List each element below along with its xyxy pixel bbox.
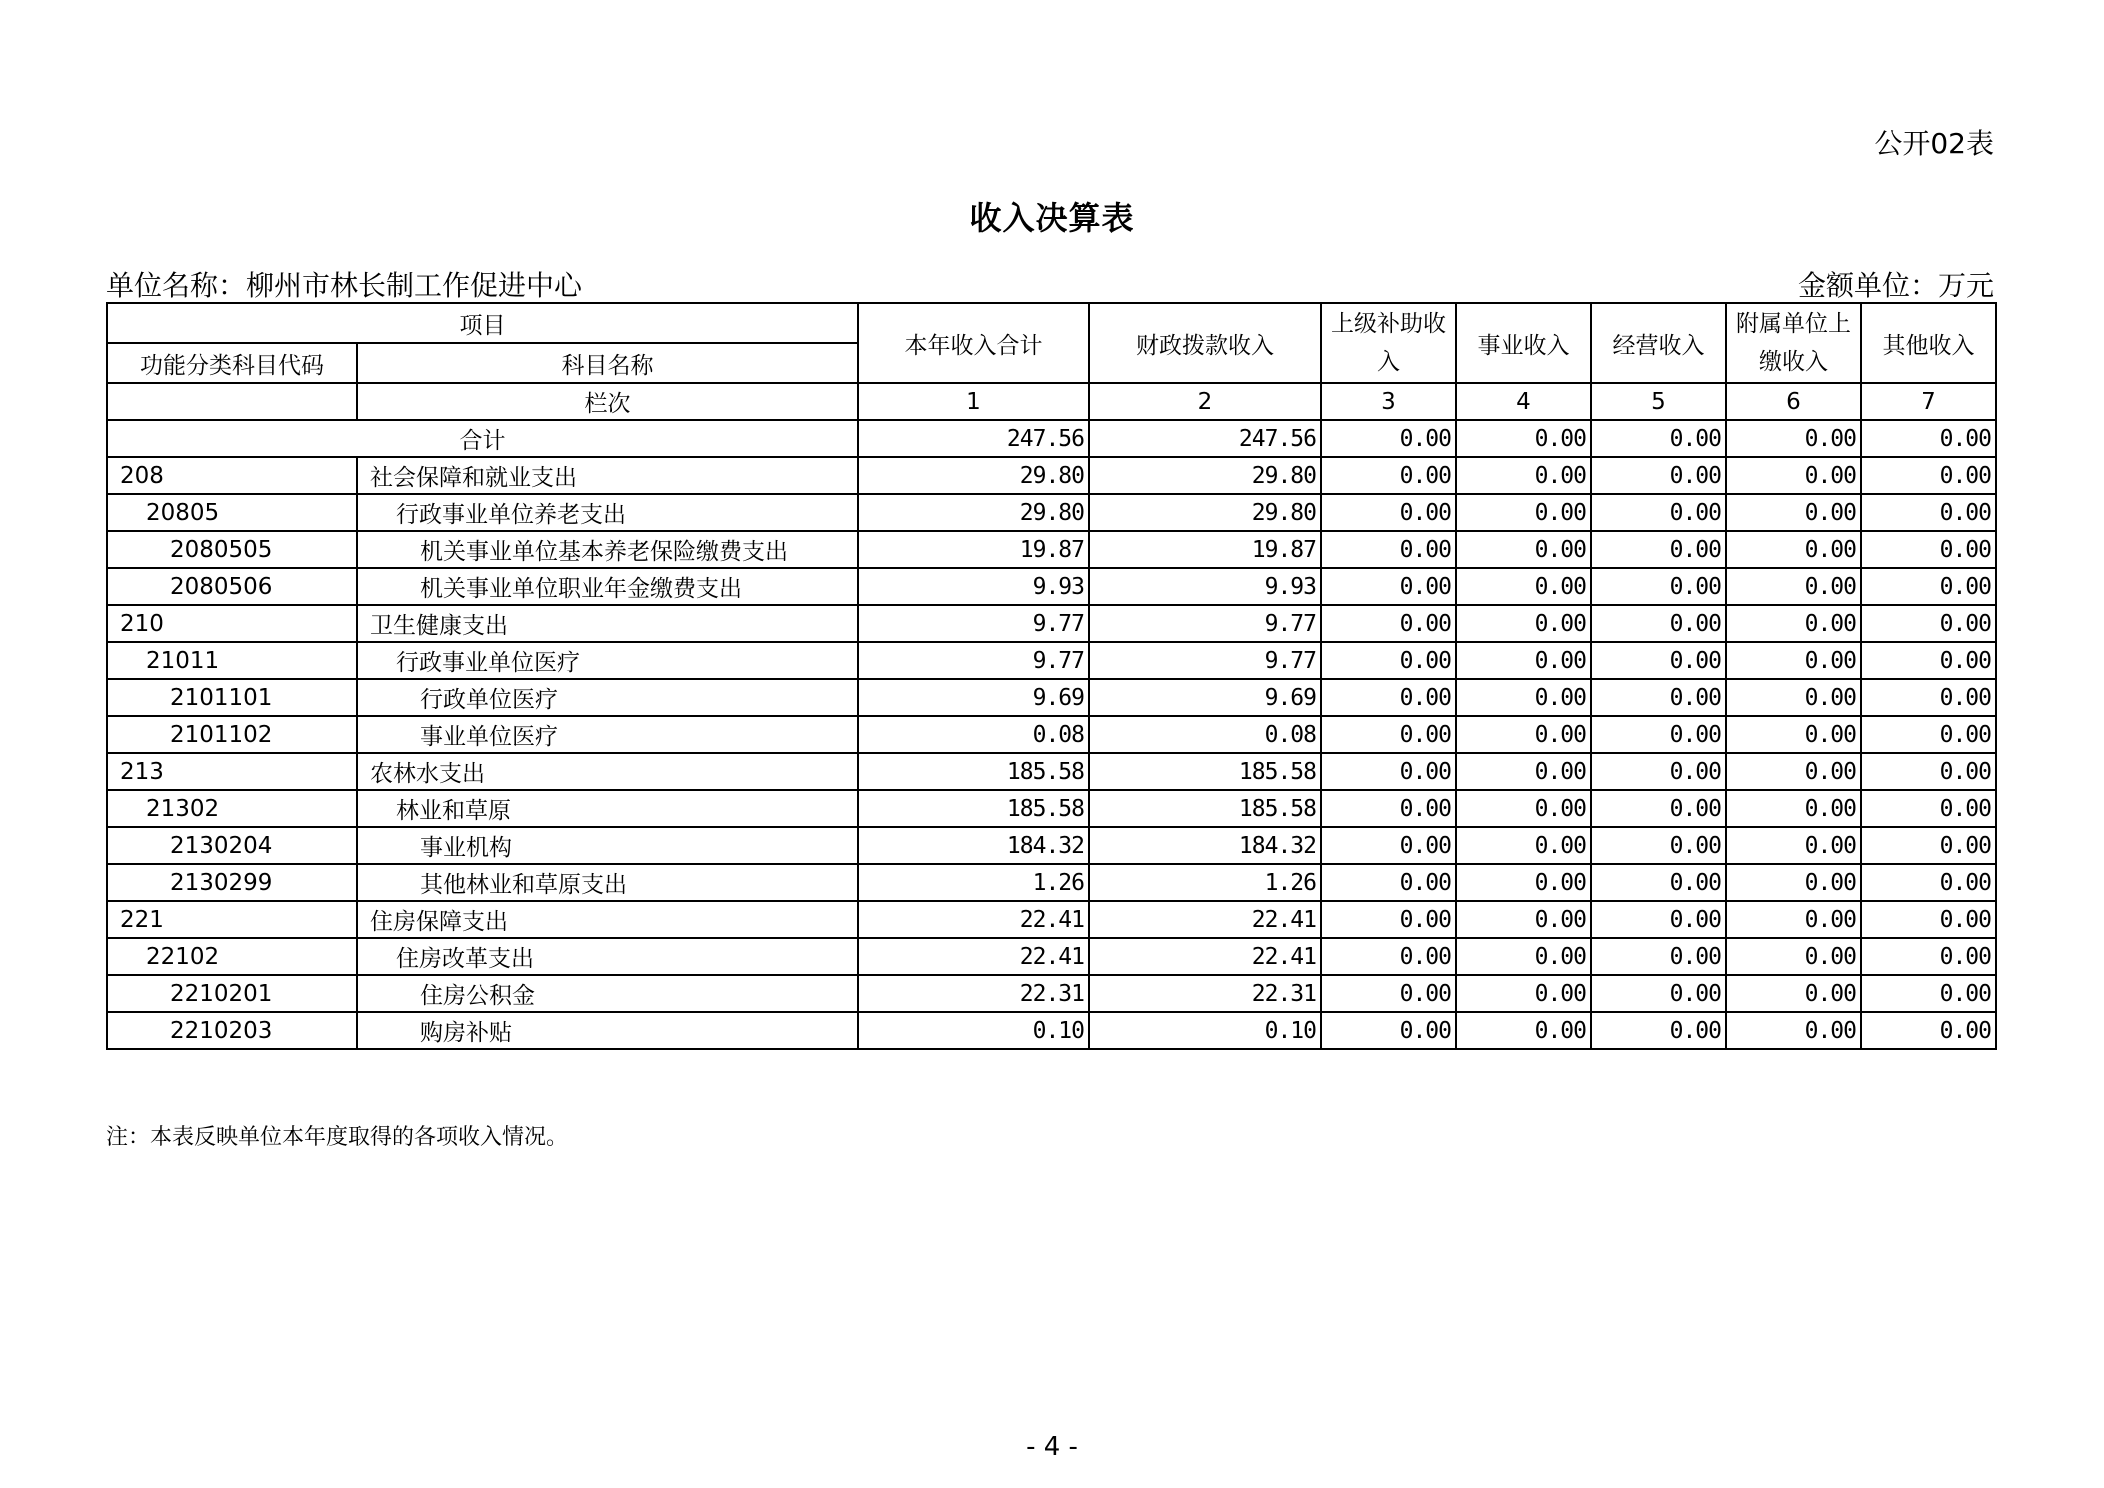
subject-code: 2130204 — [107, 827, 357, 864]
total-value: 0.00 — [1861, 420, 1996, 457]
amount-unit: 金额单位：万元 — [1797, 269, 1994, 302]
amount-cell: 22.41 — [858, 901, 1089, 938]
amount-cell: 0.00 — [1456, 679, 1591, 716]
amount-cell: 0.00 — [1591, 901, 1726, 938]
amount-cell: 0.00 — [1591, 938, 1726, 975]
amount-cell: 185.58 — [858, 790, 1089, 827]
amount-cell: 0.00 — [1456, 605, 1591, 642]
amount-cell: 0.00 — [1591, 531, 1726, 568]
amount-cell: 0.00 — [1591, 827, 1726, 864]
amount-cell: 0.00 — [1591, 494, 1726, 531]
table-row — [107, 605, 1996, 642]
unit-info-row — [106, 264, 1994, 304]
amount-cell: 0.00 — [1726, 605, 1861, 642]
amount-cell: 9.69 — [858, 679, 1089, 716]
total-value: 0.00 — [1726, 420, 1861, 457]
amount-cell: 0.00 — [1861, 531, 1996, 568]
amount-cell: 0.10 — [858, 1012, 1089, 1049]
col-num: 6 — [1726, 383, 1861, 420]
table-row — [107, 716, 1996, 753]
amount-cell: 22.31 — [1089, 975, 1321, 1012]
header-col-4: 事业收入 — [1456, 303, 1591, 383]
total-value: 0.00 — [1456, 420, 1591, 457]
table-row — [107, 753, 1996, 790]
amount-cell: 22.41 — [1089, 901, 1321, 938]
amount-cell: 0.00 — [1456, 568, 1591, 605]
amount-cell: 0.00 — [1726, 901, 1861, 938]
amount-cell: 0.00 — [1726, 568, 1861, 605]
col-num: 4 — [1456, 383, 1591, 420]
subject-name: 农林水支出 — [357, 753, 858, 790]
amount-cell: 0.00 — [1726, 975, 1861, 1012]
amount-cell: 0.00 — [1861, 975, 1996, 1012]
amount-cell: 0.00 — [1861, 605, 1996, 642]
amount-cell: 0.00 — [1726, 1012, 1861, 1049]
table-note: 注：本表反映单位本年度取得的各项收入情况。 — [106, 1125, 569, 1150]
amount-cell: 0.00 — [1456, 790, 1591, 827]
table-row — [107, 679, 1996, 716]
subject-name: 林业和草原 — [357, 790, 858, 827]
amount-cell: 0.00 — [1321, 827, 1456, 864]
col-num: 3 — [1321, 383, 1456, 420]
amount-cell: 0.00 — [1456, 938, 1591, 975]
amount-cell: 0.00 — [1456, 494, 1591, 531]
subject-code: 21302 — [107, 790, 357, 827]
amount-cell: 22.31 — [858, 975, 1089, 1012]
amount-cell: 29.80 — [858, 457, 1089, 494]
amount-cell: 0.00 — [1591, 753, 1726, 790]
amount-cell: 9.77 — [1089, 642, 1321, 679]
amount-cell: 0.00 — [1321, 901, 1456, 938]
amount-cell: 0.00 — [1861, 679, 1996, 716]
table-row — [107, 938, 1996, 975]
amount-cell: 0.00 — [1321, 605, 1456, 642]
amount-cell: 0.00 — [1861, 568, 1996, 605]
subject-name: 住房改革支出 — [357, 938, 858, 975]
subject-name: 事业单位医疗 — [357, 716, 858, 753]
amount-cell: 0.00 — [1591, 716, 1726, 753]
amount-cell: 0.00 — [1591, 679, 1726, 716]
amount-cell: 0.00 — [1321, 716, 1456, 753]
amount-cell: 0.00 — [1321, 642, 1456, 679]
amount-cell: 0.00 — [1726, 494, 1861, 531]
total-value: 0.00 — [1591, 420, 1726, 457]
amount-cell: 9.77 — [1089, 605, 1321, 642]
amount-cell: 0.00 — [1591, 568, 1726, 605]
amount-cell: 0.00 — [1591, 1012, 1726, 1049]
amount-cell: 19.87 — [858, 531, 1089, 568]
amount-cell: 0.00 — [1456, 901, 1591, 938]
table-row — [107, 642, 1996, 679]
unit-name: 单位名称：柳州市林长制工作促进中心 — [106, 269, 583, 302]
subject-name: 社会保障和就业支出 — [357, 457, 858, 494]
subject-name: 行政事业单位医疗 — [357, 642, 858, 679]
table-row — [107, 1012, 1996, 1049]
subject-name: 行政事业单位养老支出 — [357, 494, 858, 531]
amount-cell: 22.41 — [858, 938, 1089, 975]
col-num: 5 — [1591, 383, 1726, 420]
amount-cell: 0.00 — [1456, 642, 1591, 679]
col-num: 1 — [858, 383, 1089, 420]
amount-cell: 0.00 — [1456, 457, 1591, 494]
header-col-index: 栏次 — [357, 383, 858, 420]
header-col-6: 附属单位上缴收入 — [1726, 303, 1861, 383]
amount-cell: 185.58 — [858, 753, 1089, 790]
amount-cell: 185.58 — [1089, 753, 1321, 790]
amount-cell: 0.08 — [858, 716, 1089, 753]
amount-cell: 0.00 — [1321, 938, 1456, 975]
amount-cell: 1.26 — [858, 864, 1089, 901]
amount-cell: 9.69 — [1089, 679, 1321, 716]
amount-cell: 0.00 — [1861, 716, 1996, 753]
amount-cell: 0.00 — [1321, 568, 1456, 605]
subject-code: 2080505 — [107, 531, 357, 568]
amount-cell: 0.00 — [1861, 753, 1996, 790]
subject-code: 20805 — [107, 494, 357, 531]
amount-cell: 0.00 — [1321, 790, 1456, 827]
subject-code: 21011 — [107, 642, 357, 679]
subject-code: 2080506 — [107, 568, 357, 605]
amount-cell: 0.10 — [1089, 1012, 1321, 1049]
amount-cell: 0.00 — [1861, 938, 1996, 975]
subject-code: 210 — [107, 605, 357, 642]
header-item: 项目 — [107, 303, 858, 343]
table-number-label: 公开02表 — [1874, 127, 1994, 160]
header-col-1: 本年收入合计 — [858, 303, 1089, 383]
amount-cell: 0.00 — [1591, 457, 1726, 494]
amount-cell: 0.00 — [1726, 827, 1861, 864]
amount-cell: 1.26 — [1089, 864, 1321, 901]
total-value: 247.56 — [1089, 420, 1321, 457]
subject-code: 22102 — [107, 938, 357, 975]
subject-name: 购房补贴 — [357, 1012, 858, 1049]
amount-cell: 0.00 — [1321, 975, 1456, 1012]
amount-cell: 0.00 — [1456, 864, 1591, 901]
header-code: 功能分类科目代码 — [107, 343, 357, 383]
document-title: 收入决算表 — [969, 199, 1135, 237]
subject-name: 住房公积金 — [357, 975, 858, 1012]
amount-cell: 0.00 — [1726, 531, 1861, 568]
table-row — [107, 457, 1996, 494]
total-value: 0.00 — [1321, 420, 1456, 457]
amount-cell: 9.77 — [858, 605, 1089, 642]
amount-cell: 0.00 — [1861, 790, 1996, 827]
amount-cell: 29.80 — [858, 494, 1089, 531]
amount-cell: 0.00 — [1861, 827, 1996, 864]
amount-cell: 0.00 — [1321, 531, 1456, 568]
amount-cell: 0.00 — [1591, 975, 1726, 1012]
amount-cell: 0.00 — [1321, 864, 1456, 901]
amount-cell: 0.00 — [1726, 790, 1861, 827]
amount-cell: 0.00 — [1861, 901, 1996, 938]
amount-cell: 0.00 — [1456, 975, 1591, 1012]
table-row — [107, 901, 1996, 938]
amount-cell: 29.80 — [1089, 494, 1321, 531]
header-col-5: 经营收入 — [1591, 303, 1726, 383]
amount-cell: 0.00 — [1591, 642, 1726, 679]
amount-cell: 184.32 — [1089, 827, 1321, 864]
amount-cell: 0.00 — [1456, 1012, 1591, 1049]
amount-cell: 0.00 — [1861, 457, 1996, 494]
income-settlement-table — [106, 302, 1997, 1050]
amount-cell: 0.00 — [1321, 753, 1456, 790]
amount-cell: 0.00 — [1861, 642, 1996, 679]
amount-cell: 0.00 — [1456, 827, 1591, 864]
amount-cell: 0.00 — [1321, 494, 1456, 531]
subject-code: 221 — [107, 901, 357, 938]
subject-code: 2130299 — [107, 864, 357, 901]
amount-cell: 0.00 — [1726, 642, 1861, 679]
subject-code: 213 — [107, 753, 357, 790]
amount-cell: 29.80 — [1089, 457, 1321, 494]
col-num: 2 — [1089, 383, 1321, 420]
subject-name: 住房保障支出 — [357, 901, 858, 938]
subject-code: 2210203 — [107, 1012, 357, 1049]
amount-cell: 0.00 — [1591, 864, 1726, 901]
table-row — [107, 494, 1996, 531]
table-row — [107, 864, 1996, 901]
subject-name: 机关事业单位职业年金缴费支出 — [357, 568, 858, 605]
header-col-3: 上级补助收入 — [1321, 303, 1456, 383]
amount-cell: 0.00 — [1726, 753, 1861, 790]
amount-cell: 0.00 — [1861, 1012, 1996, 1049]
subject-name: 机关事业单位基本养老保险缴费支出 — [357, 531, 858, 568]
amount-cell: 0.00 — [1726, 938, 1861, 975]
table-row — [107, 975, 1996, 1012]
amount-cell: 0.00 — [1591, 605, 1726, 642]
col-index-blank — [107, 383, 357, 420]
total-row — [107, 420, 1996, 457]
subject-code: 2101102 — [107, 716, 357, 753]
amount-cell: 0.00 — [1591, 790, 1726, 827]
amount-cell: 22.41 — [1089, 938, 1321, 975]
amount-cell: 9.93 — [1089, 568, 1321, 605]
header-col-2: 财政拨款收入 — [1089, 303, 1321, 383]
page-number: - 4 - — [1026, 1432, 1078, 1462]
table-row — [107, 531, 1996, 568]
amount-cell: 9.77 — [858, 642, 1089, 679]
amount-cell: 0.00 — [1726, 716, 1861, 753]
subject-code: 2210201 — [107, 975, 357, 1012]
amount-cell: 184.32 — [858, 827, 1089, 864]
amount-cell: 0.00 — [1726, 679, 1861, 716]
amount-cell: 0.00 — [1321, 1012, 1456, 1049]
amount-cell: 185.58 — [1089, 790, 1321, 827]
amount-cell: 0.00 — [1321, 457, 1456, 494]
amount-cell: 9.93 — [858, 568, 1089, 605]
amount-cell: 0.00 — [1456, 531, 1591, 568]
header-col-7: 其他收入 — [1861, 303, 1996, 383]
subject-name: 行政单位医疗 — [357, 679, 858, 716]
amount-cell: 19.87 — [1089, 531, 1321, 568]
subject-code: 208 — [107, 457, 357, 494]
table-row — [107, 827, 1996, 864]
amount-cell: 0.00 — [1456, 716, 1591, 753]
amount-cell: 0.00 — [1726, 864, 1861, 901]
subject-code: 2101101 — [107, 679, 357, 716]
amount-cell: 0.00 — [1456, 753, 1591, 790]
col-num: 7 — [1861, 383, 1996, 420]
total-value: 247.56 — [858, 420, 1089, 457]
header-name: 科目名称 — [357, 343, 858, 383]
amount-cell: 0.00 — [1726, 457, 1861, 494]
amount-cell: 0.00 — [1861, 494, 1996, 531]
subject-name: 事业机构 — [357, 827, 858, 864]
table-row — [107, 790, 1996, 827]
amount-cell: 0.00 — [1321, 679, 1456, 716]
table-row — [107, 568, 1996, 605]
subject-name: 其他林业和草原支出 — [357, 864, 858, 901]
amount-cell: 0.00 — [1861, 864, 1996, 901]
total-label: 合计 — [107, 420, 858, 457]
amount-cell: 0.08 — [1089, 716, 1321, 753]
subject-name: 卫生健康支出 — [357, 605, 858, 642]
